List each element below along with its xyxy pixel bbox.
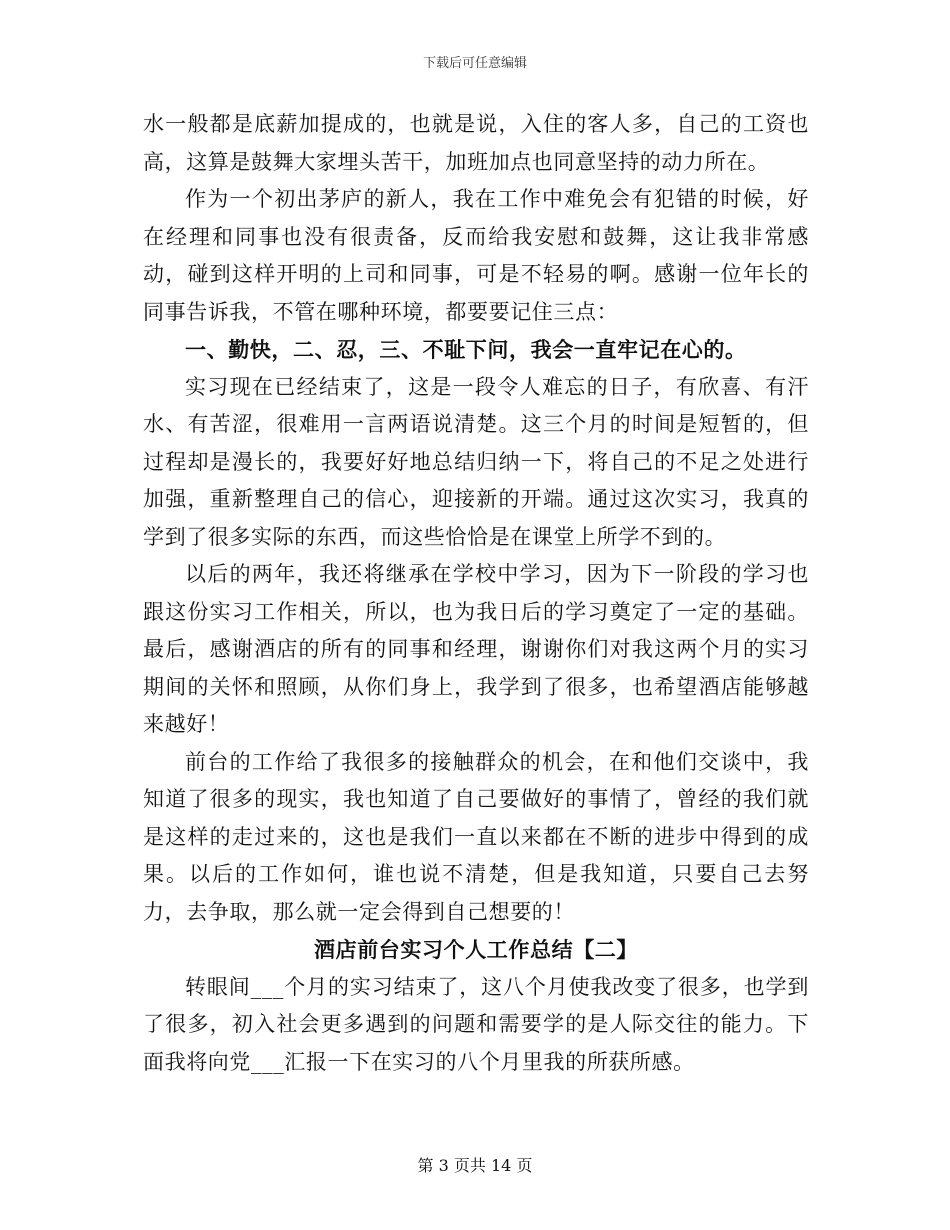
paragraph-bold-rules: 一、勤快，二、忍，三、不耻下问，我会一直牢记在心的。 [185, 337, 747, 362]
paragraph: 转眼间___个月的实习结束了，这八个月使我改变了很多，也学到了很多，初入社会更多遇到的问题和需要学的是人际交往的能力。下面我将向党___汇报一下在实习的八个月里我的所获所感。 [143, 974, 809, 1074]
paragraph: 实习现在已经结束了，这是一段令人难忘的日子，有欣喜、有汗水、有苦涩，很难用一言两语说清楚。这三个月的时间是短暂的，但过程却是漫长的，我要好好地总结归纳一下，将自己的不足之处进行加强，重新整理自己的信心，迎接新的开端。通过这次实习，我真的学到了很多实际的东西，而这些恰恰是在课堂上所学不到的。 [143, 374, 809, 549]
paragraph: 作为一个初出茅庐的新人，我在工作中难免会有犯错的时候，好在经理和同事也没有很责备，反而给我安慰和鼓舞，这让我非常感动，碰到这样开明的上司和同事，可是不轻易的啊。感谢一位年长的同事告诉我，不管在哪种环境，都要要记住三点： [143, 187, 809, 324]
section-heading: 酒店前台实习个人工作总结【二】 [314, 937, 638, 962]
page-footer: 第 3 页共 14 页 [417, 1156, 533, 1175]
document-body [143, 106, 809, 1081]
paragraph-continued: 水一般都是底薪加提成的，也就是说，入住的客人多，自己的工资也高，这算是鼓舞大家埋头苦干，加班加点也同意坚持的动力所在。 [143, 112, 809, 174]
paragraph: 前台的工作给了我很多的接触群众的机会，在和他们交谈中，我知道了很多的现实，我也知道了自己要做好的事情了，曾经的我们就是这样的走过来的，这也是我们一直以来都在不断的进步中得到的成果。以后的工作如何，谁也说不清楚，但是我知道，只要自己去努力，去争取，那么就一定会得到自己想要的！ [143, 749, 809, 924]
page-header: 下载后可任意编辑 [422, 56, 527, 71]
paragraph: 以后的两年，我还将继承在学校中学习，因为下一阶段的学习也跟这份实习工作相关，所以，也为我日后的学习奠定了一定的基础。最后，感谢酒店的所有的同事和经理，谢谢你们对我这两个月的实习期间的关怀和照顾，从你们身上，我学到了很多，也希望酒店能够越来越好！ [143, 562, 809, 736]
